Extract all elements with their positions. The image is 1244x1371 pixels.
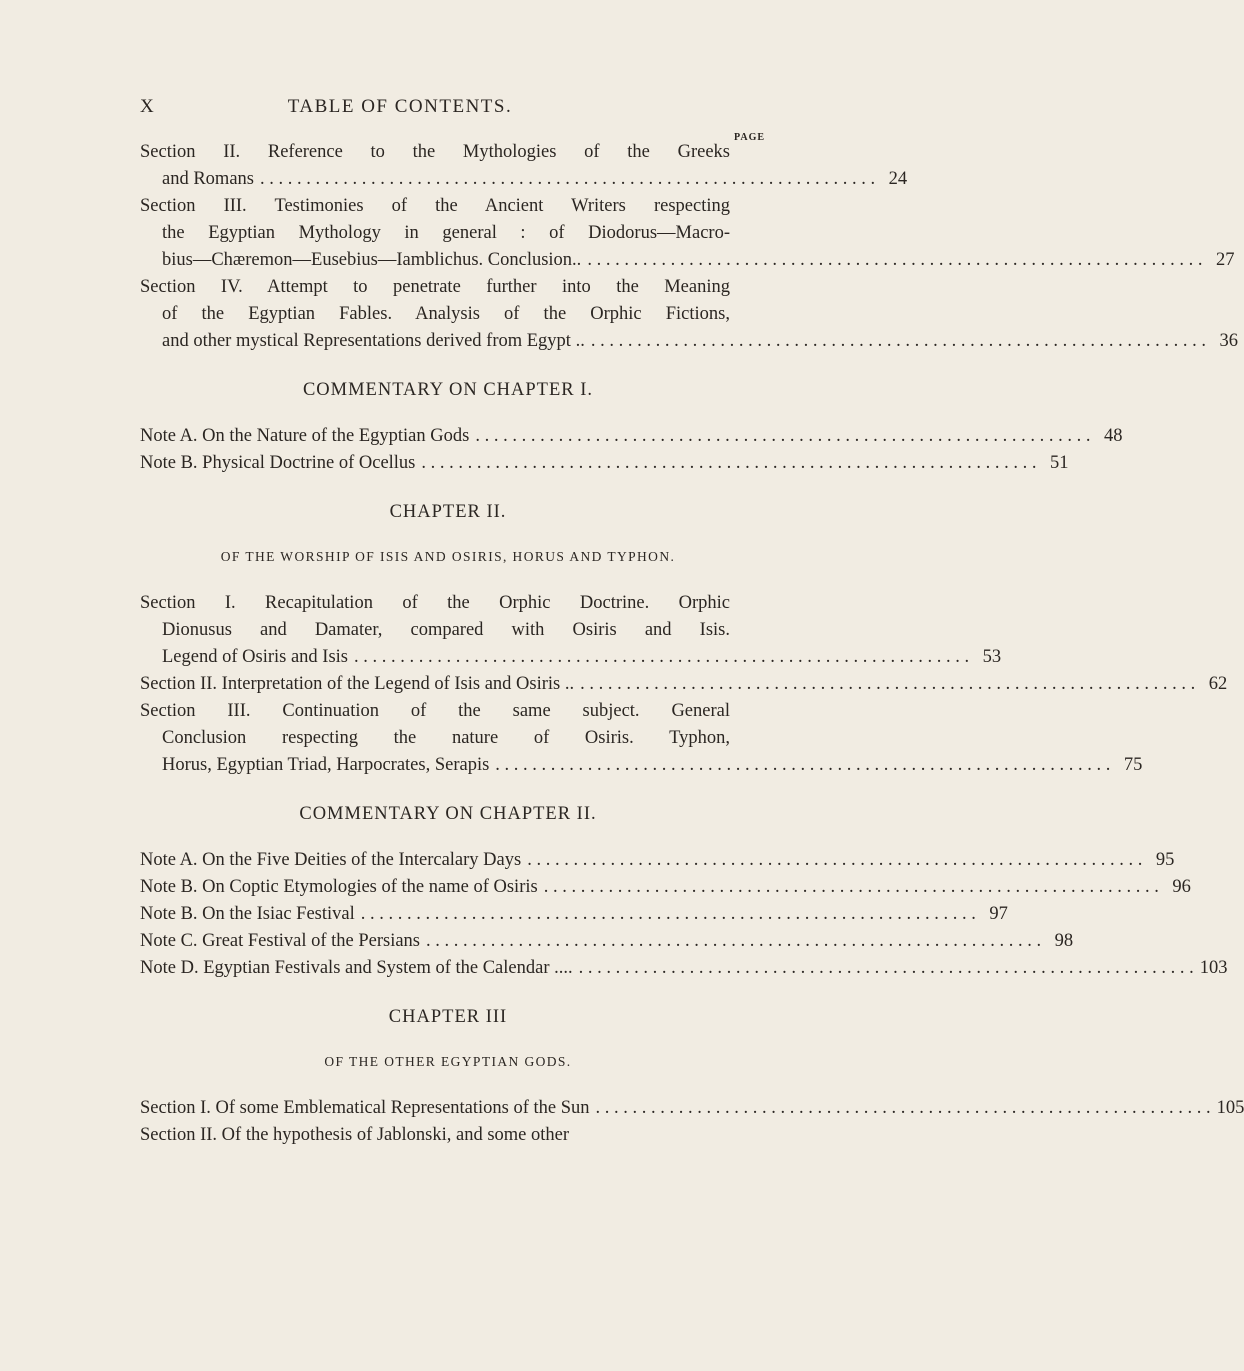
entry-page-number: 24 [888, 169, 908, 189]
entry-page-number: 105 [1216, 1098, 1244, 1118]
dot-leader [590, 1095, 1217, 1122]
dot-leader [521, 847, 1148, 874]
toc-line [140, 901, 1008, 928]
dot-leader [573, 955, 1200, 982]
page-column-label: PAGE [734, 132, 766, 143]
toc-entry [140, 847, 1175, 874]
chapter-subtitle: OF THE WORSHIP OF ISIS AND OSIRIS, HORUS AND TYPHON. [220, 549, 676, 564]
toc-line [140, 166, 908, 193]
dot-leader [469, 423, 1096, 450]
entry-text: Section I. Recapitulation of the Orphic Doctrine. Orphic [140, 593, 730, 613]
toc-entry [140, 671, 1228, 698]
toc-line [140, 328, 1238, 355]
entry-text: Section IV. Attempt to penetrate further into the Meaning [140, 277, 730, 297]
toc-line [140, 450, 1069, 477]
dot-leader [355, 901, 982, 928]
entry-text: Section II. Interpretation of the Legend of Isis and Osiris .. [140, 674, 575, 694]
dot-leader [415, 450, 1042, 477]
toc-line [140, 139, 756, 166]
entry-page-number: 95 [1155, 850, 1175, 870]
dot-leader [538, 874, 1165, 901]
page-number: X [140, 96, 156, 117]
entry-text: Conclusion respecting the nature of Osiris. Typhon, [162, 728, 730, 748]
entry-text: Section III. Testimonies of the Ancient Writers respecting [140, 196, 730, 216]
entry-text: of the Egyptian Fables. Analysis of the Orphic Fictions, [162, 304, 730, 324]
entry-text: Note A. On the Nature of the Egyptian Gods [140, 426, 470, 446]
entry-page-number: 51 [1050, 453, 1069, 473]
chapter-subtitle: OF THE OTHER EGYPTIAN GODS. [324, 1054, 572, 1069]
toc-line [140, 671, 1228, 698]
entry-text: Horus, Egyptian Triad, Harpocrates, Serapis [162, 755, 490, 775]
entry-text: and other mystical Representations derived from Egypt .. [162, 331, 585, 351]
entry-page-number: 62 [1208, 674, 1228, 694]
section-heading: COMMENTARY ON CHAPTER II. [299, 804, 597, 824]
toc-line [140, 752, 1143, 779]
page-spacer [730, 220, 756, 247]
dot-leader [420, 928, 1047, 955]
toc-entry [140, 139, 908, 193]
toc-line [140, 220, 756, 247]
toc-entry [140, 1095, 1244, 1122]
toc-line [140, 847, 1175, 874]
page-spacer [730, 274, 756, 301]
entry-page-number: 96 [1172, 877, 1191, 897]
toc-entry [140, 274, 1238, 355]
toc-entry [140, 450, 1069, 477]
toc-line [140, 1095, 1244, 1122]
dot-leader [348, 644, 975, 671]
toc-line [140, 274, 756, 301]
toc-entry [140, 698, 1143, 779]
section-heading: CHAPTER III [388, 1007, 508, 1027]
entry-text: Note B. Physical Doctrine of Ocellus [140, 453, 416, 473]
toc-entry [140, 955, 1228, 982]
toc-line [140, 590, 756, 617]
toc-line [140, 301, 756, 328]
section-heading: CHAPTER II. [389, 502, 507, 522]
toc-line [140, 644, 1002, 671]
entry-text: Dionusus and Damater, compared with Osiris and Isis. [162, 620, 730, 640]
page-spacer [730, 725, 756, 752]
page-spacer [730, 193, 756, 220]
page-spacer [730, 139, 756, 166]
dot-leader [585, 328, 1212, 355]
entry-text: the Egyptian Mythology in general : of Diodorus—Macro- [162, 223, 730, 243]
toc-line [140, 617, 756, 644]
page-spacer [730, 590, 756, 617]
toc-line [140, 725, 756, 752]
entry-page-number: 36 [1219, 331, 1238, 351]
page-spacer [730, 698, 756, 725]
page-title: TABLE OF CONTENTS. [287, 96, 513, 117]
toc-entry [140, 423, 1123, 450]
entry-text: and Romans [162, 169, 254, 189]
entry-page-number: 75 [1123, 755, 1143, 775]
entry-text: Note C. Great Festival of the Persians [140, 931, 421, 951]
toc-entry [140, 590, 1002, 671]
section-heading: COMMENTARY ON CHAPTER I. [302, 380, 594, 400]
toc-entry [140, 1122, 756, 1149]
entry-text: Note A. On the Five Deities of the Intercalary Days [140, 850, 522, 870]
toc-entry [140, 874, 1191, 901]
toc-line [140, 423, 1123, 450]
page-spacer [730, 301, 756, 328]
toc-line [140, 1122, 756, 1149]
entry-page-number: 103 [1199, 958, 1228, 978]
entry-text: Section III. Continuation of the same subject. General [140, 701, 730, 721]
entry-page-number: 48 [1103, 426, 1123, 446]
toc-line [140, 698, 756, 725]
entry-page-number: 97 [989, 904, 1008, 924]
entry-text: Note B. On the Isiac Festival [140, 904, 355, 924]
entry-page-number: 53 [982, 647, 1002, 667]
dot-leader [254, 166, 881, 193]
entry-page-number: 98 [1054, 931, 1074, 951]
page-spacer [730, 617, 756, 644]
entry-text: Note B. On Coptic Etymologies of the name of Osiris [140, 877, 538, 897]
entry-text: Section II. Reference to the Mythologies of the Greeks [140, 142, 730, 162]
entry-text: Section II. Of the hypothesis of Jablonski, and some other [140, 1125, 570, 1145]
toc-entry [140, 928, 1074, 955]
dot-leader [489, 752, 1116, 779]
toc-line [140, 247, 1235, 274]
toc-line [140, 193, 756, 220]
toc-entry [140, 901, 1008, 928]
entry-text: bius—Chæremon—Eusebius—Iamblichus. Conclusion.. [162, 250, 582, 270]
dot-leader [574, 671, 1201, 698]
contents-list [140, 139, 1244, 1149]
entry-text: Note D. Egyptian Festivals and System of the Calendar .... [140, 958, 573, 978]
entry-page-number: 27 [1215, 250, 1235, 270]
dot-leader [581, 247, 1208, 274]
entry-text: Section I. Of some Emblematical Representations of the Sun [140, 1098, 590, 1118]
toc-line [140, 874, 1191, 901]
toc-entry [140, 193, 1235, 274]
toc-line [140, 955, 1228, 982]
entry-text: Legend of Osiris and Isis [162, 647, 348, 667]
toc-line [140, 928, 1074, 955]
